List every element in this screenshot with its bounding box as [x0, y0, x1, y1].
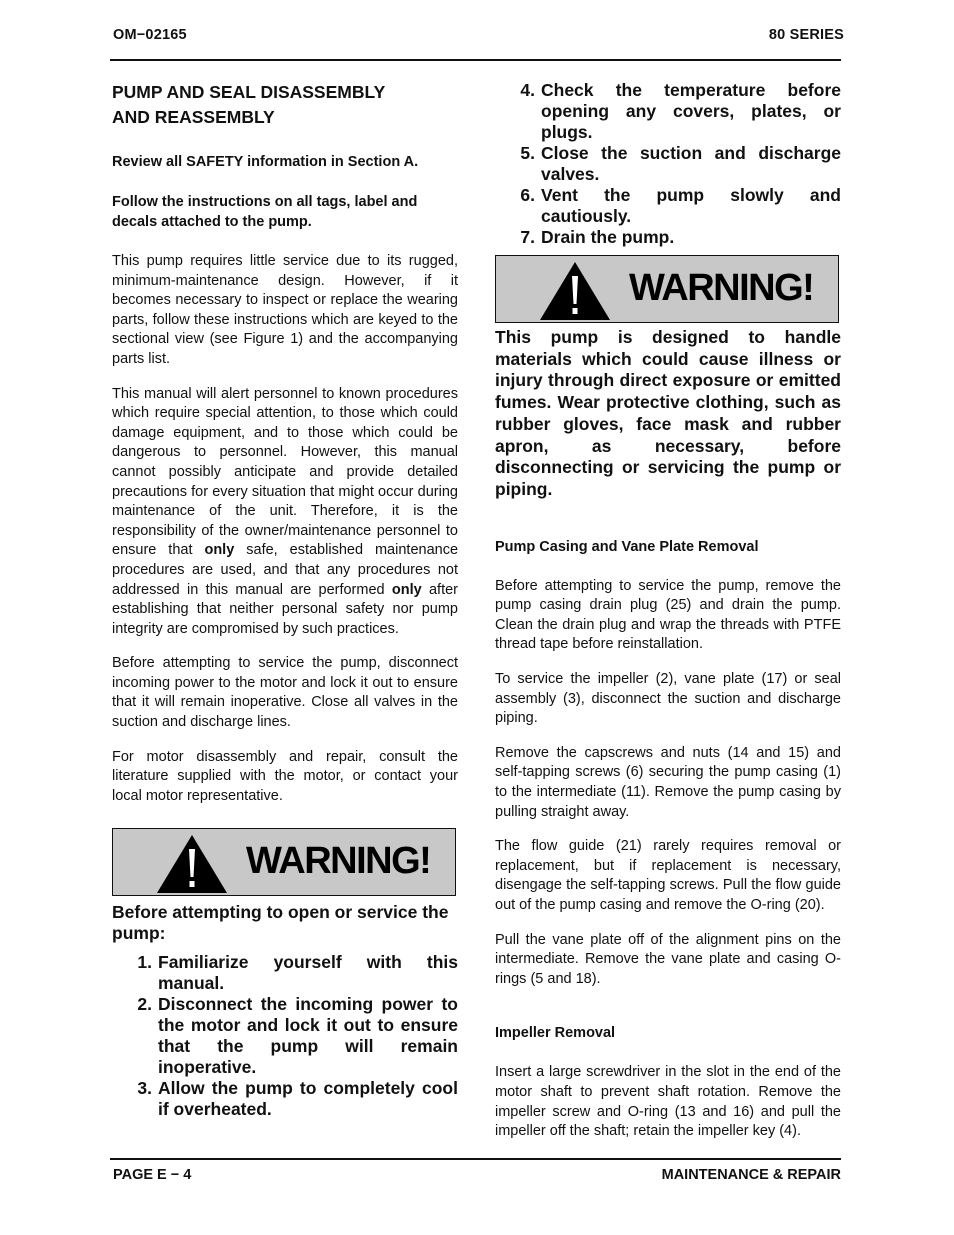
doc-number: OM−02165	[113, 27, 187, 43]
warning-banner	[495, 255, 839, 323]
section-label: MAINTENANCE & REPAIR	[661, 1167, 841, 1183]
motor-paragraph: For motor disassembly and repair, consult the literature supplied with the motor, or contact your local motor representative.	[112, 748, 458, 804]
manual-paragraph: This manual will alert personnel to known procedures which require special attention, to those which could damage equipment, and to those which could be dangerous to personnel. However, this manual cannot possibly anticipate and provide detailed precautions for every situation that might occur during maintenance of the unit. Therefore, it is the responsibility of the owner/maintenance personnel to ensure that only safe, established maintenance procedures are used, and that any procedures not addressed in this manual are performed only after establishing that neither personal safety nor pump integrity are compromised by such practices.	[112, 385, 459, 637]
warning-label: WARNING!	[629, 267, 814, 309]
hazard-warning-text: This pump is designed to handle materials which could cause illness or injury through direct exposure or emitted fumes. Wear protective clothing, such as rubber gloves, face mask and rubber apron, as necessary, before disconnecting or servicing the pump or piping.	[495, 327, 841, 499]
left-column	[112, 80, 458, 1120]
warning-label: WARNING!	[246, 840, 431, 883]
section-title: PUMP AND SEAL DISASSEMBLY AND REASSEMBLY	[112, 82, 385, 127]
list-item: 7. Drain the pump.	[520, 227, 675, 247]
warning-lead: Before attempting to open or service the pump:	[112, 902, 449, 944]
warning-steps-left	[130, 952, 458, 1120]
flow-guide-paragraph: The flow guide (21) rarely requires removal or replacement, but if replacement is necessary, disengage the self-tapping screws. Pull the flow guide out of the pump casing and remove the O-ring (20).	[495, 838, 841, 913]
list-item: 4. Check the temperature before opening any covers, plates, or plugs.	[520, 80, 841, 142]
series-label: 80 SERIES	[768, 27, 844, 43]
drain-paragraph: Before attempting to service the pump, remove the pump casing drain plug (25) and drain the pump. Clean the drain plug and wrap the threads with PTFE thread tape before reinstallation.	[495, 577, 841, 653]
warning-banner	[112, 828, 456, 896]
vane-plate-paragraph: Pull the vane plate off of the alignment pins on the intermediate. Remove the vane plate and casing O-rings (5 and 18).	[495, 931, 841, 987]
warning-triangle-icon	[538, 260, 612, 322]
list-item: 1. Familiarize yourself with this manual.	[137, 952, 458, 994]
footer-rule	[110, 1158, 841, 1160]
casing-paragraph: Remove the capscrews and nuts (14 and 15) and self-tapping screws (6) securing the pump casing (1) to the intermediate (11). Remove the pump casing by pulling straight away.	[495, 744, 841, 820]
warning-steps-right	[513, 80, 841, 248]
list-item: 5. Close the suction and discharge valves.	[520, 143, 841, 184]
piping-paragraph: To service the impeller (2), vane plate (17) or seal assembly (3), disconnect the suction and discharge piping.	[495, 671, 841, 727]
safety-note: Review all SAFETY information in Section A.	[112, 154, 419, 170]
subsection-heading: Pump Casing and Vane Plate Removal	[495, 538, 759, 555]
impeller-paragraph: Insert a large screwdriver in the slot in the end of the motor shaft to prevent shaft rotation. Remove the impeller screw and O-ring (13 and 16) and pull the impeller off the shaft; retain the impeller key (4).	[495, 1064, 841, 1140]
warning-triangle-icon	[155, 833, 229, 895]
power-paragraph: Before attempting to service the pump, disconnect incoming power to the motor and lock it out to ensure that it will remain inoperative. Close all valves in the suction and discharge lines.	[112, 655, 458, 731]
list-item: 2. Disconnect the incoming power to the motor and lock it out to ensure that the pump will remain inoperative.	[137, 994, 458, 1078]
list-item: 3. Allow the pump to completely cool if overheated.	[137, 1078, 458, 1120]
subsection-heading: Impeller Removal	[495, 1025, 616, 1042]
right-column	[495, 80, 841, 1157]
intro-paragraph: This pump requires little service due to its rugged, minimum-maintenance design. However, if it becomes necessary to inspect or replace the wearing parts, follow these instructions which are keyed to the sectional view (see Figure 1) and the accompanying parts list.	[112, 253, 458, 367]
tags-note: Follow the instructions on all tags, label and decals attached to the pump.	[112, 194, 418, 230]
page-number: PAGE E − 4	[113, 1167, 192, 1183]
list-item: 6. Vent the pump slowly and cautiously.	[520, 185, 841, 226]
header-rule	[110, 59, 841, 61]
